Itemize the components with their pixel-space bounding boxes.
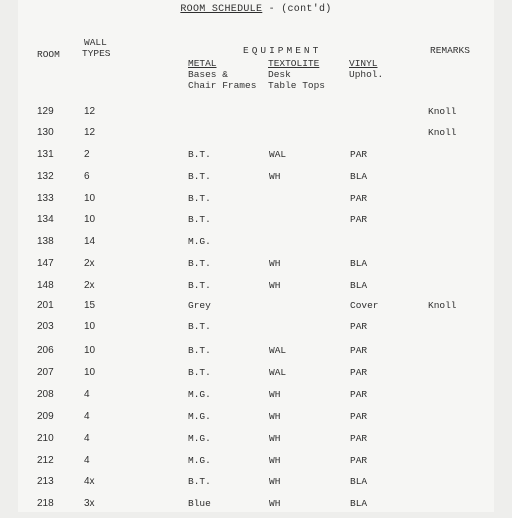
header-room: ROOM: [37, 49, 60, 60]
cell-metal: M.G.: [188, 433, 211, 444]
table-row: [0, 214, 512, 234]
cell-metal: Grey: [188, 300, 211, 311]
cell-wall: 6: [84, 171, 90, 182]
cell-wall: 10: [84, 367, 96, 378]
cell-vinyl: BLA: [350, 280, 368, 291]
cell-room: 131: [37, 149, 54, 160]
table-row: [0, 106, 512, 126]
header-remarks: REMARKS: [430, 45, 470, 56]
cell-metal: M.G.: [188, 411, 211, 422]
cell-wall: 2: [84, 149, 90, 160]
cell-wall: 10: [84, 345, 96, 356]
table-row: [0, 498, 512, 518]
table-row: [0, 345, 512, 365]
cell-wall: 4: [84, 411, 90, 422]
cell-vinyl: PAR: [350, 433, 368, 444]
table-row: [0, 236, 512, 256]
cell-textolite: WH: [269, 411, 281, 422]
cell-vinyl: PAR: [350, 321, 368, 332]
cell-metal: M.G.: [188, 455, 211, 466]
cell-remarks: Knoll: [428, 106, 457, 117]
cell-wall: 10: [84, 214, 96, 225]
cell-vinyl: PAR: [350, 149, 368, 160]
cell-vinyl: PAR: [350, 193, 368, 204]
cell-wall: 2x: [84, 280, 95, 291]
cell-textolite: WH: [269, 433, 281, 444]
page-title: [0, 4, 512, 15]
cell-vinyl: PAR: [350, 367, 368, 378]
cell-room: 207: [37, 367, 54, 378]
cell-vinyl: PAR: [350, 345, 368, 356]
cell-metal: M.G.: [188, 389, 211, 400]
cell-room: 134: [37, 214, 54, 225]
cell-textolite: WH: [269, 476, 281, 487]
cell-wall: 10: [84, 321, 96, 332]
header-textolite: TEXTOLITE: [268, 58, 320, 69]
header-metal-sub2: Chair Frames: [188, 80, 257, 91]
cell-room: 218: [37, 498, 54, 509]
header-metal: METAL: [188, 58, 217, 69]
cell-room: 201: [37, 300, 54, 311]
cell-textolite: WH: [269, 171, 281, 182]
table-row: [0, 127, 512, 147]
cell-remarks: Knoll: [428, 127, 457, 138]
cell-vinyl: BLA: [350, 498, 368, 509]
cell-room: 209: [37, 411, 54, 422]
title-suffix: - (cont'd): [262, 4, 332, 15]
header-metal-sub1: Bases &: [188, 69, 228, 80]
table-row: [0, 171, 512, 191]
table-row: [0, 280, 512, 300]
cell-room: 212: [37, 455, 54, 466]
cell-vinyl: PAR: [350, 455, 368, 466]
cell-wall: 12: [84, 106, 96, 117]
table-row: [0, 455, 512, 475]
cell-vinyl: BLA: [350, 258, 368, 269]
cell-metal: B.T.: [188, 214, 211, 225]
cell-metal: M.G.: [188, 236, 211, 247]
header-equipment: EQUIPMENT: [243, 45, 322, 56]
cell-wall: 3x: [84, 498, 95, 509]
cell-vinyl: PAR: [350, 411, 368, 422]
cell-wall: 10: [84, 193, 96, 204]
table-row: [0, 411, 512, 431]
table-row: [0, 300, 512, 320]
cell-room: 148: [37, 280, 54, 291]
cell-vinyl: BLA: [350, 171, 368, 182]
cell-textolite: WAL: [269, 345, 287, 356]
cell-room: 138: [37, 236, 54, 247]
cell-metal: Blue: [188, 498, 211, 509]
cell-metal: B.T.: [188, 321, 211, 332]
header-textolite-sub2: Table Tops: [268, 80, 326, 91]
cell-vinyl: PAR: [350, 389, 368, 400]
cell-room: 208: [37, 389, 54, 400]
header-wall-line1: WALL: [84, 37, 107, 48]
cell-textolite: WH: [269, 258, 281, 269]
cell-room: 213: [37, 476, 54, 487]
cell-textolite: WAL: [269, 367, 287, 378]
cell-textolite: WH: [269, 280, 281, 291]
cell-remarks: Knoll: [428, 300, 457, 311]
cell-vinyl: BLA: [350, 476, 368, 487]
cell-vinyl: Cover: [350, 300, 379, 311]
cell-textolite: WH: [269, 455, 281, 466]
header-vinyl: VINYL: [349, 58, 378, 69]
cell-wall: 4: [84, 433, 90, 444]
cell-wall: 2x: [84, 258, 95, 269]
cell-metal: B.T.: [188, 171, 211, 182]
cell-textolite: WH: [269, 389, 281, 400]
table-row: [0, 433, 512, 453]
cell-room: 129: [37, 106, 54, 117]
table-row: [0, 389, 512, 409]
cell-wall: 4: [84, 389, 90, 400]
cell-room: 130: [37, 127, 54, 138]
cell-metal: B.T.: [188, 149, 211, 160]
table-row: [0, 367, 512, 387]
cell-room: 203: [37, 321, 54, 332]
cell-vinyl: PAR: [350, 214, 368, 225]
table-row: [0, 193, 512, 213]
cell-wall: 12: [84, 127, 96, 138]
cell-room: 206: [37, 345, 54, 356]
cell-wall: 4x: [84, 476, 95, 487]
table-row: [0, 258, 512, 278]
table-row: [0, 321, 512, 341]
cell-wall: 15: [84, 300, 96, 311]
cell-wall: 4: [84, 455, 90, 466]
cell-textolite: WH: [269, 498, 281, 509]
title-main: ROOM SCHEDULE: [180, 4, 263, 15]
cell-wall: 14: [84, 236, 96, 247]
cell-metal: B.T.: [188, 476, 211, 487]
table-row: [0, 476, 512, 496]
cell-metal: B.T.: [188, 345, 211, 356]
header-wall-line2: TYPES: [82, 48, 111, 59]
cell-metal: B.T.: [188, 367, 211, 378]
cell-textolite: WAL: [269, 149, 287, 160]
cell-metal: B.T.: [188, 258, 211, 269]
cell-room: 133: [37, 193, 54, 204]
cell-room: 210: [37, 433, 54, 444]
cell-room: 147: [37, 258, 54, 269]
header-textolite-sub1: Desk: [268, 69, 291, 80]
table-row: [0, 149, 512, 169]
cell-metal: B.T.: [188, 280, 211, 291]
header-vinyl-sub1: Uphol.: [349, 69, 384, 80]
cell-metal: B.T.: [188, 193, 211, 204]
cell-room: 132: [37, 171, 54, 182]
